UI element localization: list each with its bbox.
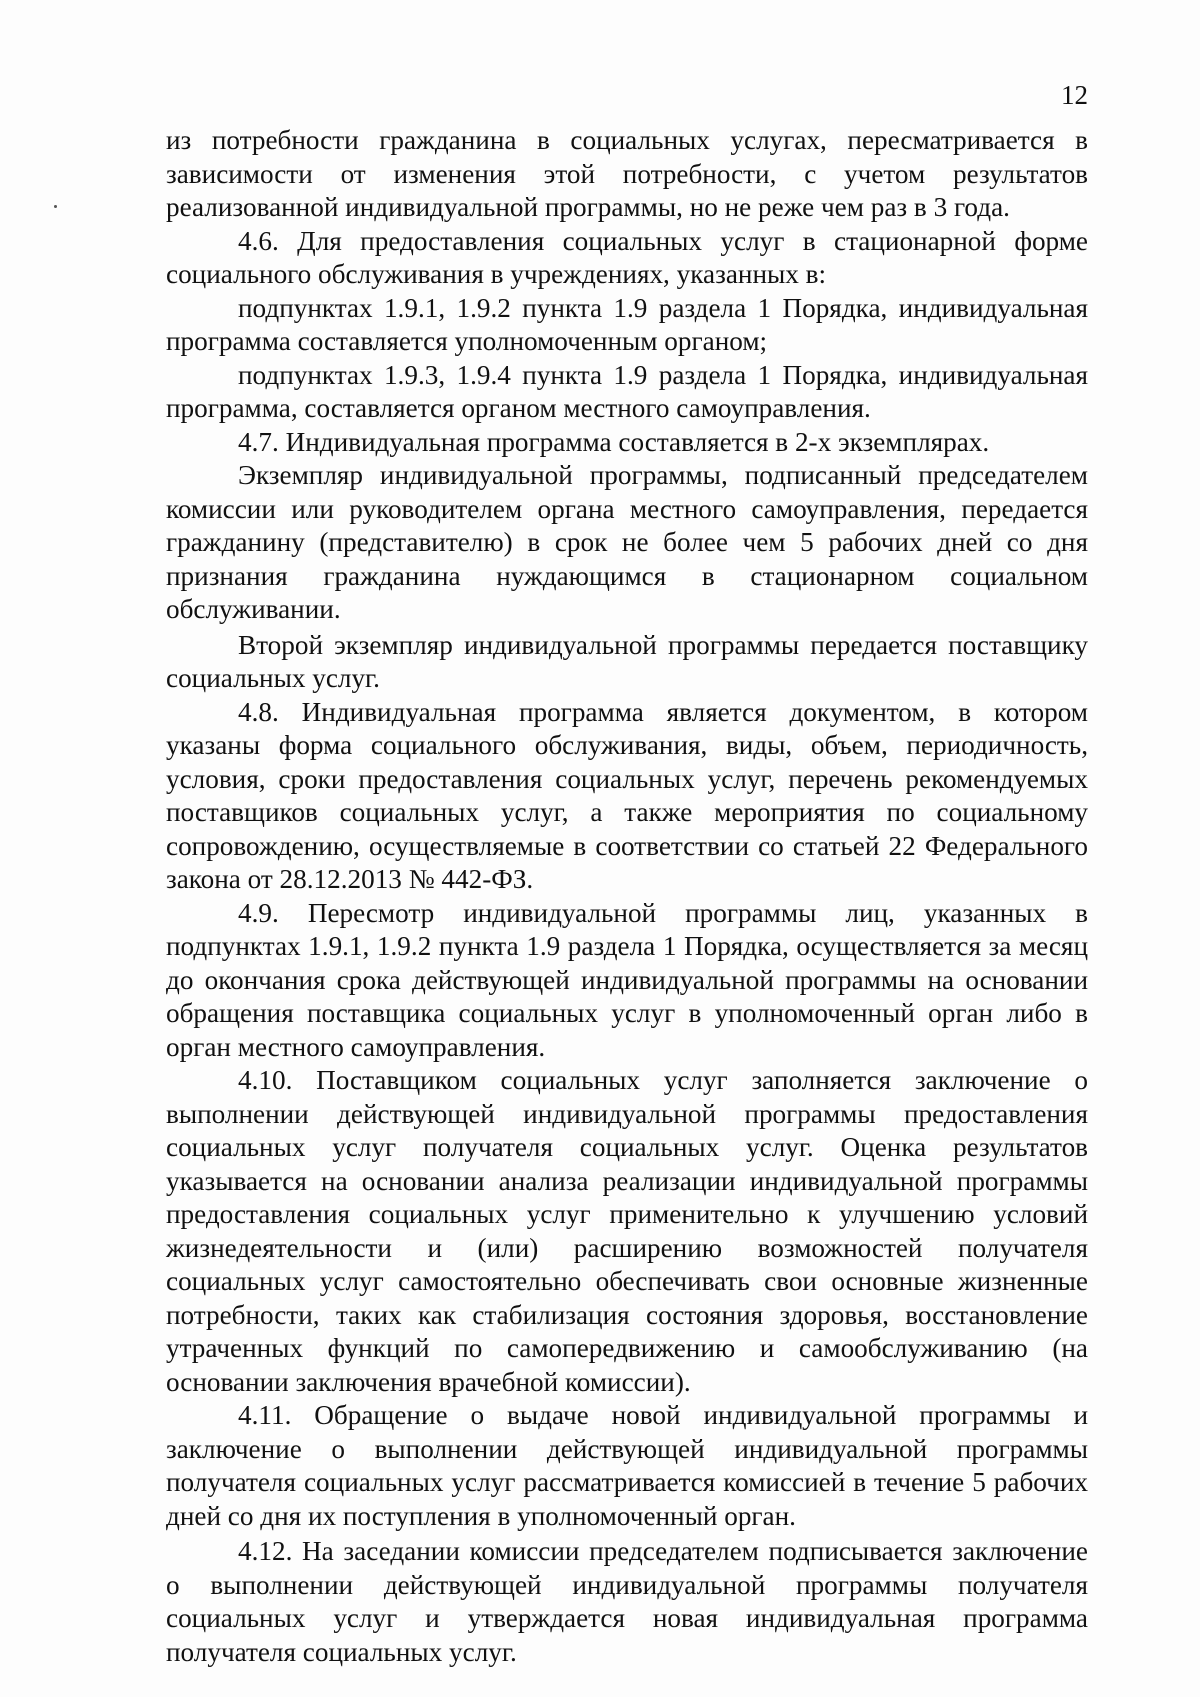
paragraph-continuation: из потребности гражданина в социальных услугах, пересматривается в зависимости от изменения этой потребности, с учетом результатов реализованной индивидуальной программы, но не реже чем раз в 3 года. [166,125,1088,222]
paragraph-4-9: 4.9. Пересмотр индивидуальной программы лиц, указанных в подпунктах 1.9.1, 1.9.2 пункта 1.9 раздела 1 Порядка, осуществляется за месяц до окончания срока действующей индивидуальной программы на основании обращения поставщика социальных услуг в уполномоченный орган либо в орган местного самоуправления. [166,897,1088,1062]
paragraph-4-8: 4.8. Индивидуальная программа является документом, в котором указаны форма социального обслуживания, виды, объем, периодичность, условия, сроки предоставления социальных услуг, перечень рекомендуемых поставщиков социальных услуг, а также мероприятия по социальному сопровождению, осуществляемые в соответствии со статьей 22 Федерального закона от 28.12.2013 № 442-ФЗ. [166,696,1088,894]
paragraph-sub-2: подпунктах 1.9.3, 1.9.4 пункта 1.9 раздела 1 Порядка, индивидуальная программа, составляется органом местного самоуправления. [166,359,1088,423]
scan-speck [54,205,57,208]
paragraph-4-7-copy-2: Второй экземпляр индивидуальной программы передается поставщику социальных услуг. [166,629,1088,693]
paragraph-4-7-copy-1: Экземпляр индивидуальной программы, подписанный председателем комиссии или руководителем органа местного самоуправления, передается гражданину (представителю) в срок не более чем 5 рабочих дней со дня признания гражданина нуждающимся в стационарном социальном обслуживании. [166,460,1088,624]
paragraph-4-11: 4.11. Обращение о выдаче новой индивидуальной программы и заключение о выполнении действующей индивидуальной программы получателя социальных услуг рассматривается комиссией в течение 5 рабочих дней со дня их поступления в уполномоченный орган. [166,1400,1088,1531]
page-number: 12 [1061,80,1088,110]
paragraph-4-10: 4.10. Поставщиком социальных услуг заполняется заключение о выполнении действующей индивидуальной программы предоставления социальных услуг получателя социальных услуг. Оценка результатов указывается на основании анализа реализации индивидуальной программы предоставления социальных услуг применительно к улучшению условий жизнедеятельности и (или) расширению возможностей получателя социальных услуг самостоятельно обеспечивать свои основные жизненные потребности, таких как стабилизация состояния здоровья, восстановление утраченных функций по самопередвижению и самообслуживанию (на основании заключения врачебной комиссии). [166,1065,1088,1397]
paragraph-4-12: 4.12. На заседании комиссии председателем подписывается заключение о выполнении действующей индивидуальной программы получателя социальных услуг и утверждается новая индивидуальная программа получателя социальных услуг. [166,1536,1088,1667]
paragraph-4-6: 4.6. Для предоставления социальных услуг в стационарной форме социального обслуживания в учреждениях, указанных в: [166,225,1088,289]
paragraph-sub-1: подпунктах 1.9.1, 1.9.2 пункта 1.9 раздела 1 Порядка, индивидуальная программа составляется уполномоченным органом; [166,292,1088,356]
paragraph-4-7: 4.7. Индивидуальная программа составляется в 2-х экземплярах. [238,426,990,457]
document-body [166,124,1088,1669]
